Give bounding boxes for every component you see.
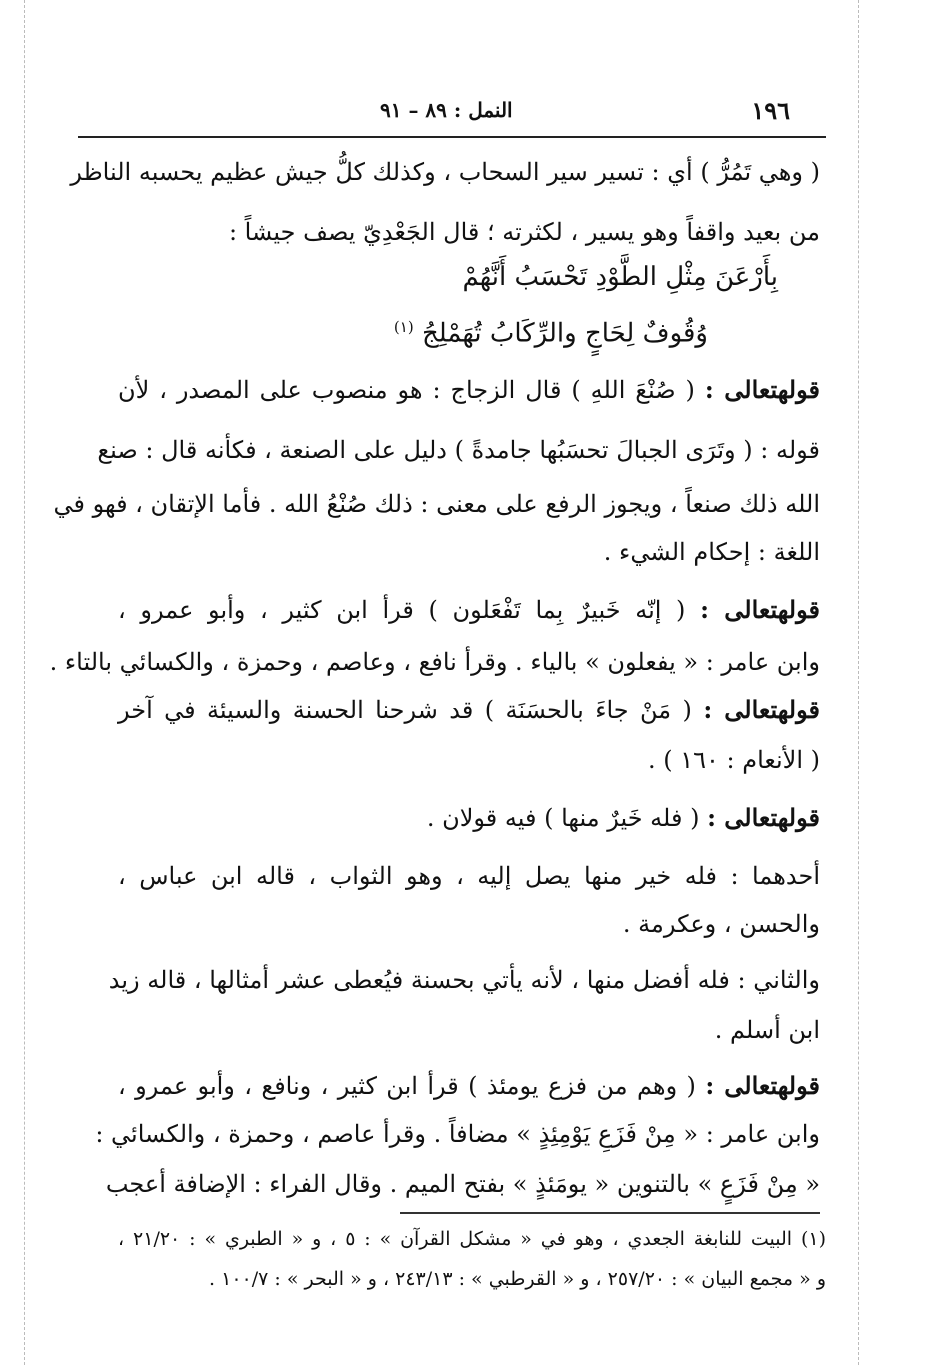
line-text: ( وهم من فزع يومئذ ) قرأ ابن كثير ، ونافع ، وأبو عمرو ،	[118, 1072, 696, 1100]
scan-edge-mark	[858, 0, 859, 1365]
page-number: ١٩٦	[751, 96, 790, 125]
text-line: قوله : ( وتَرَى الجبالَ تحسَبُها جامدةً ) دليل على الصنعة ، فكأنه قال : صنع	[97, 436, 820, 464]
text-line	[118, 590, 820, 630]
verse-hemistich-2	[394, 318, 708, 349]
line-text: ( مَنْ جاءَ بالحسَنَة ) قد شرحنا الحسنة والسيئة في آخر	[118, 696, 692, 724]
text-line: والحسن ، وعكرمة .	[622, 910, 820, 938]
text-line: من بعيد واقفاً وهو يسير ، لكثرته ؛ قال الجَعْدِيّ يصف جيشاً :	[228, 218, 820, 246]
running-head: النمل : ٨٩ – ٩١	[380, 98, 513, 122]
line-text: ( صُنْعَ اللهِ ) قال الزجاج : هو منصوب على المصدر ، لأن	[118, 376, 695, 404]
verse-hemistich-1: بِأَرْعَنَ مِثْلِ الطَّوْدِ تَحْسَبُ أَنَّهُمْ	[462, 262, 778, 292]
scan-edge-mark	[24, 0, 25, 1365]
verse-text: وُقُوفٌ لِحَاجٍ والرِّكَابُ تُهَمْلِجُ	[421, 318, 708, 349]
text-line: « مِنْ فَزَعٍ » بالتنوين « يومَئذٍ » بفتح الميم . وقال الفراء : الإضافة أعجب	[105, 1170, 820, 1198]
text-line: وابن عامر : « يفعلون » بالياء . وقرأ نافع ، وعاصم ، وحمزة ، والكسائي بالتاء .	[49, 648, 820, 676]
text-line	[118, 1066, 820, 1106]
text-line: وابن عامر : « مِنْ فَزَعِ يَوْمِئِذٍ » مضافاً . وقرأ عاصم ، وحمزة ، والكسائي :	[95, 1120, 820, 1148]
footnote-marker: (١)	[393, 318, 414, 336]
text-line: أحدهما : فله خير منها يصل إليه ، وهو الثواب ، قاله ابن عباس ،	[118, 862, 820, 890]
header-rule	[78, 136, 826, 138]
text-line: ( وهي تَمُرُّ ) أي : تسير سير السحاب ، وكذلك كلُّ جيش عظيم يحسبه الناظر	[70, 158, 820, 186]
text-line: اللغة : إحكام الشيء .	[603, 538, 820, 566]
footnote-rule	[400, 1212, 820, 1214]
text-line	[118, 370, 820, 410]
verse-reference-lead: قولهتعالى :	[704, 375, 820, 404]
verse-reference-lead: قولهتعالى :	[705, 1071, 820, 1100]
footnote-line: (١) البيت للنابغة الجعدي ، وهو في « مشكل القرآن » : ٥ ، و « الطبري » : ٢١/٢٠ ،	[118, 1228, 827, 1250]
verse-reference-lead: قولهتعالى :	[707, 803, 820, 832]
text-line: والثاني : فله أفضل منها ، لأنه يأتي بحسنة فيُعطى عشر أمثالها ، قاله زيد	[108, 966, 820, 994]
verse-reference-lead: قولهتعالى :	[700, 595, 820, 624]
footnote-line: و « مجمع البيان » : ٢٥٧/٢٠ ، و « القرطبي » : ٢٤٣/١٣ ، و « البحر » : ١٠٠/٧ .	[209, 1268, 826, 1290]
text-line: الله ذلك صنعاً ، ويجوز الرفع على معنى : ذلك صُنْعُ الله . فأما الإتقان ، فهو في	[53, 490, 820, 518]
text-line	[118, 798, 820, 838]
text-line: ( الأنعام : ١٦٠ ) .	[647, 746, 820, 774]
line-text: ( إنّه خَبيرٌ بِما تَفْعَلون ) قرأ ابن كثير ، وأبو عمرو ،	[118, 596, 686, 624]
text-line	[118, 690, 820, 730]
text-line: ابن أسلم .	[714, 1016, 820, 1044]
verse-reference-lead: قولهتعالى :	[703, 695, 820, 724]
line-text: ( فله خَيرٌ منها ) فيه قولان .	[426, 804, 700, 832]
